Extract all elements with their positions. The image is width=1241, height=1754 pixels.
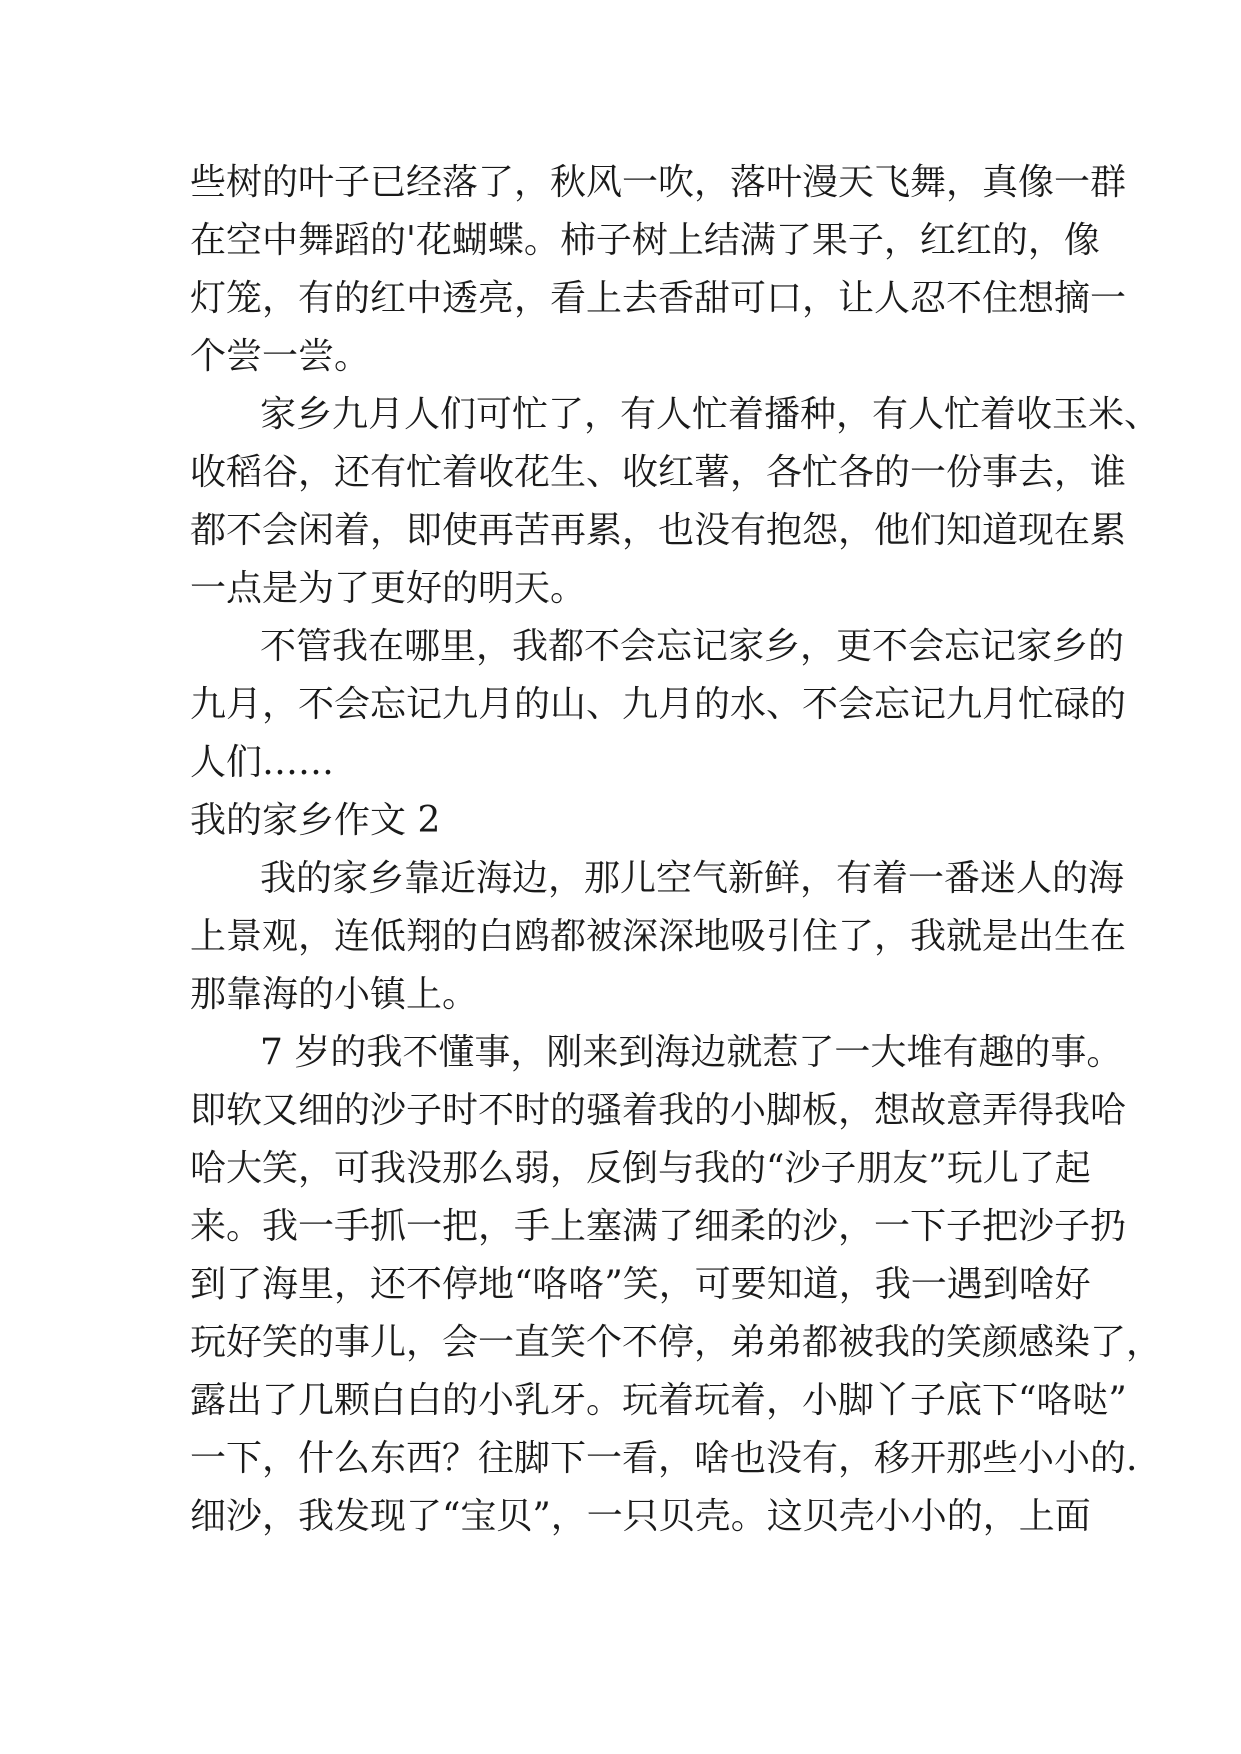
- text-line: 那靠海的小镇上。: [190, 974, 479, 1015]
- text-line: 九月，不会忘记九月的山、九月的水、不会忘记九月忙碌的: [190, 684, 1127, 725]
- text-line: 我的家乡靠近海边，那儿空气新鲜，有着一番迷人的海: [260, 858, 1125, 899]
- paragraph: [190, 386, 1161, 618]
- document-body: [190, 154, 1163, 1546]
- text-line: 一点是为了更好的明天。: [190, 568, 587, 609]
- paragraph: [190, 618, 1127, 792]
- text-line: 上景观，连低翔的白鸥都被深深地吸引住了，我就是出生在: [190, 916, 1127, 957]
- text-line: 一下，什么东西？往脚下一看，啥也没有，移开那些小小的.: [190, 1438, 1138, 1479]
- text-line: 人们……: [190, 742, 335, 783]
- text-line: 都不会闲着，即使再苦再累，也没有抱怨，他们知道现在累: [190, 510, 1127, 551]
- text-line: 些树的叶子已经落了，秋风一吹，落叶漫天飞舞，真像一群: [190, 162, 1127, 203]
- text-line: 个尝一尝。: [190, 336, 371, 377]
- text-line: 在空中舞蹈的'花蝴蝶。柿子树上结满了果子，红红的，像: [190, 220, 1100, 261]
- text-line: 来。我一手抓一把，手上塞满了细柔的沙，一下子把沙子扔: [190, 1206, 1127, 1247]
- paragraph: [190, 850, 1127, 1024]
- text-line: 7 岁的我不懂事，刚来到海边就惹了一大堆有趣的事。: [260, 1032, 1123, 1073]
- text-line: 收稻谷，还有忙着收花生、收红薯，各忙各的一份事去，谁: [190, 452, 1127, 493]
- text-line: 哈大笑，可我没那么弱，反倒与我的“沙子朋友”玩儿了起: [190, 1148, 1091, 1189]
- text-line: 家乡九月人们可忙了，有人忙着播种，有人忙着收玉米、: [260, 394, 1161, 435]
- paragraph: [190, 1024, 1163, 1546]
- heading-text: 我的家乡作文 2: [190, 800, 441, 841]
- text-line: 不管我在哪里，我都不会忘记家乡，更不会忘记家乡的: [260, 626, 1125, 667]
- text-line: 细沙，我发现了“宝贝”，一只贝壳。这贝壳小小的，上面: [190, 1496, 1091, 1537]
- text-line: 玩好笑的事儿，会一直笑个不停，弟弟都被我的笑颜感染了，: [190, 1322, 1163, 1363]
- section-heading: [190, 792, 1056, 850]
- text-line: 即软又细的沙子时不时的骚着我的小脚板，想故意弄得我哈: [190, 1090, 1127, 1131]
- text-line: 露出了几颗白白的小乳牙。玩着玩着，小脚丫子底下“咯哒”: [190, 1380, 1127, 1421]
- paragraph: [190, 154, 1127, 386]
- text-line: 灯笼，有的红中透亮，看上去香甜可口，让人忍不住想摘一: [190, 278, 1127, 319]
- text-line: 到了海里，还不停地“咯咯”笑，可要知道，我一遇到啥好: [190, 1264, 1091, 1305]
